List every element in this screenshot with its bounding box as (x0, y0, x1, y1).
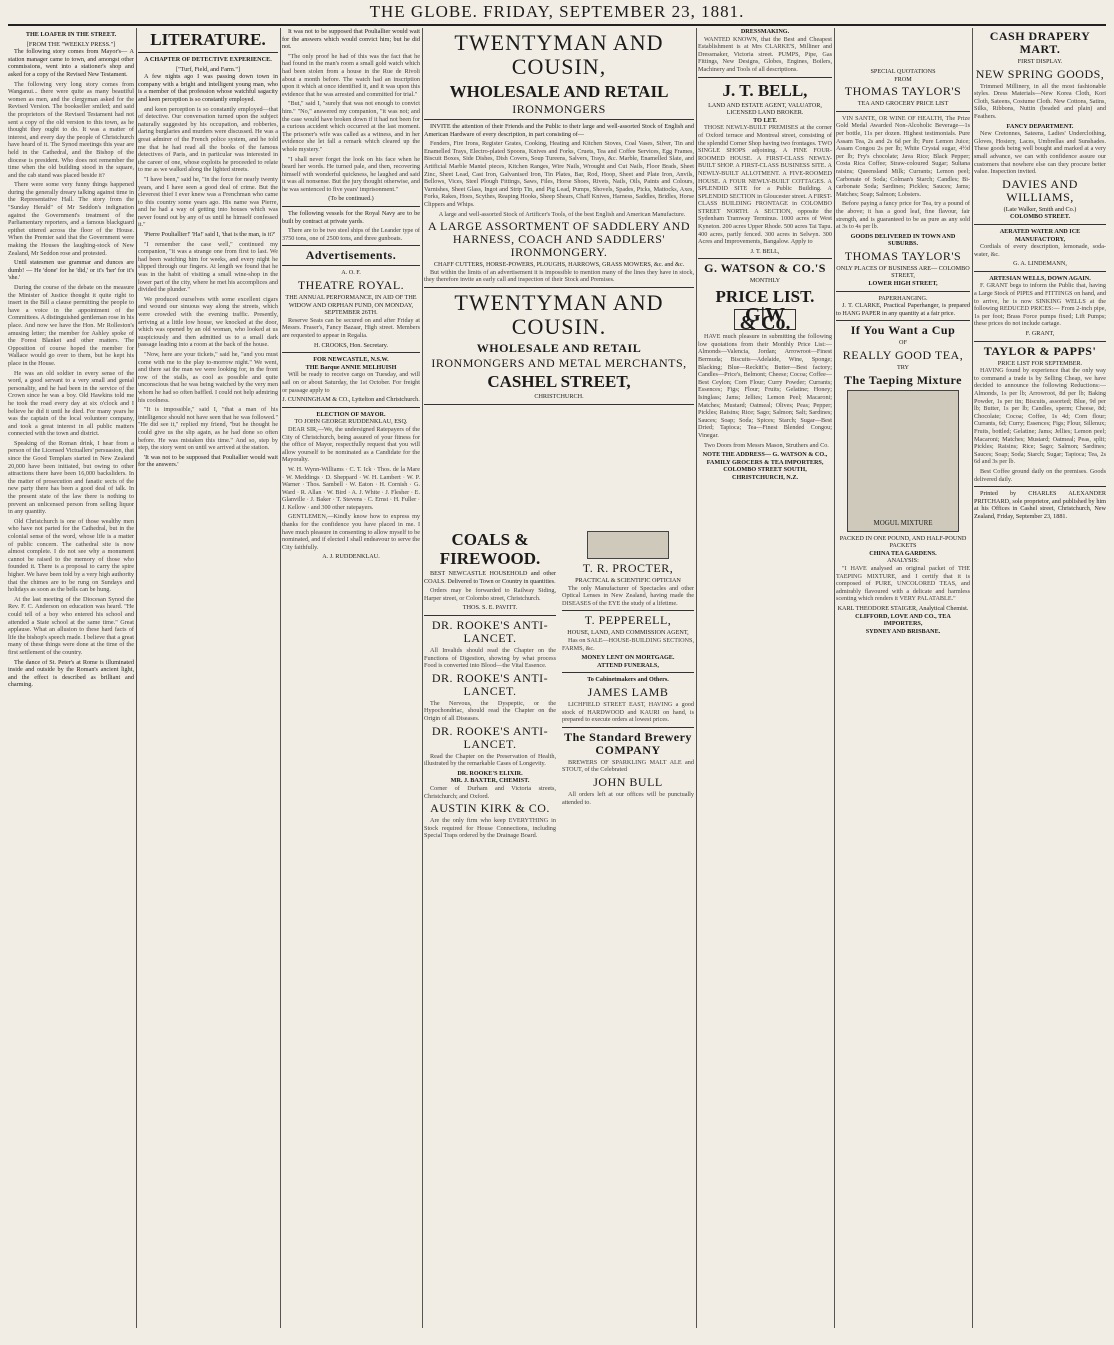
saddlery-notice: A LARGE ASSORTMENT OF SADDLERY AND HARNESS, COACH AND SADDLERS' IRONMONGERY. (428, 219, 690, 260)
delivered: GOODS DELIVERED IN TOWN AND SUBURBS. (850, 232, 956, 248)
ship-header: FOR NEWCASTLE, N.S.W. (313, 356, 389, 364)
firm-name-2: TWENTYMAN AND COUSIN. (454, 289, 664, 339)
story-lead-2: It was not to be supposed that Pouliallier would wait for the answers which would convict him; but he did not. (282, 28, 420, 51)
column-story-and-ads: It was not to be supposed that Pouliallier would wait for the answers which would convict him; but he did not. "The only proof he had of this was the fact that he had found in the man's room a small gold watch which had been stolen from a house in the Rue de Rivoli about a month before. The watch had an inscription upon it which at once identified it, and it was upon this evidence that he was arrested and committed for trial." "But," said I, "surely that was not enough to convict him." "No," answered my companion, "it was not; and the case would have broken down if it had not been for a curious accident which occurred at the last moment. The prisoner's wife was called as a witness, and in her evidence she let fall a remark which cleared up the whole mystery." "I shall never forget the look on his face when he heard her words. He turned pale, and then, recovering himself with wonderful quickness, he laughed and said it was all nonsense. But the jury thought otherwise, and he was sentenced to five years' imprisonment." (To be continued.) The following vessels for the Royal Navy are to be built by contract at private yards. There are to be two steel ships of the Leander type of 3750 tons, one of 2500 tons, and three gunboats. Advertisements. A. O. F. THEATRE ROYAL. THE ANNUAL PERFORMANCE, IN AID OF THE WIDOW AND ORPHAN FUND, ON MONDAY, SEPTEMBER 26TH. Reserve Seats can be secured on and after Friday at Messrs. Fraser's, Fancy Bazaar, High street. Members are requested to appear in Regalia. H. CROOKS, Hon. Secretary. FOR NEWCASTLE, N.S.W. THE Barque ANNIE MELHUISH Will be ready to receive cargo on Tuesday, and will sail on or about Saturday, the 1st October. For freight or passage apply to J. CUNNINGHAM & CO., Lyttelton and Christchurch. ELECTION OF MAYOR. TO JOHN GEORGE RUDDENKLAU, ESQ. DEAR SIR,—We, the undersigned Ratepayers of the City of Christchurch, being assured of your fitness for the office of Mayor, respectfully request that you will allow yourself to be nominated as a Candidate for the Mayoralty. W. H. Wynn-Williams · C. T. Ick · Thos. de la Mare · W. Meddings · D. Sheppard · W. H. Lambert · W. P. Warner · Thos. Sambell · W. Eaton · H. Cornish · G. Ward · R. Allan · W. Bird · A. J. White · J. Flesher · E. Glanville · J. Baker · T. Stevens · C. Ernst · H. Fuller · J. Kellow · and 300 other ratepayers. GENTLEMEN,—Kindly know how to express my thanks for the confidence you have placed in me. I have much pleasure in consenting to allow myself to be nominated, and if elected I shall endeavour to serve the City faithfully. A. J. RUDDENKLAU. (282, 28, 420, 561)
article-footer: The dance of St. Peter's at Rome is illuminated inside and outside by the Roman's ancient light, and the effect is described as brilliant and charming. (8, 658, 134, 689)
packet-label: MOGUL MIXTURE (873, 519, 933, 528)
business-places: ONLY PLACES OF BUSINESS ARE— COLOMBO STREET, (836, 264, 970, 280)
column-rule (280, 28, 281, 1328)
firm-name: TWENTYMAN AND COUSIN, (454, 30, 664, 79)
lamb-name: JAMES LAMB (587, 684, 669, 699)
story-source: ["Turf, Field, and Farm."] (176, 65, 240, 73)
sydney-brisbane: SYDNEY AND BRISBANE. (865, 627, 941, 635)
section-title: LITERATURE. (150, 30, 266, 49)
coals-title: COALS & FIREWOOD. (439, 530, 541, 568)
artesian-wells: ARTESIAN WELLS, DOWN AGAIN. (989, 274, 1091, 282)
election-title: ELECTION OF MAYOR. (316, 410, 386, 418)
article-body: The following very long story comes from Wanganui... there were quite as many beautiful women as men, and the clergyman asked for the Revised Version. The bookseller smiled; and said the proprietors of the Revised Testament had not sent a copy of the old version to this town, as he thought they ought to do. It was a matter of interest, and every day the people of Christchurch have heard of it. The Synod meetings this year are held in the Cathedral, and the Bishop of the diocese is president. Who does not remember the time when the old building stood in the square, and the cab stand was placed beside it? (8, 80, 134, 179)
rooke-elixir: DR. ROOKE'S ELIXIR. (457, 769, 523, 777)
firm-lead: INVITE the attention of their Friends and the Public to their large and well-assorted Stock of English and American Hardware of every description, in part consisting of— (424, 123, 694, 138)
special-quotations: SPECIAL QUOTATIONS (870, 68, 936, 75)
watson-name: G. WATSON & CO.'S (704, 261, 826, 276)
ads-header: Advertisements. (305, 248, 397, 263)
dressmaking-title: DRESSMAKING. (740, 28, 790, 35)
column-taylor: SPECIAL QUOTATIONS FROM THOMAS TAYLOR'S TEA AND GROCERY PRICE LIST VIN SANTE, OR WINE OF HEALTH, The Prize Gold Medal Awarded Non-Alcoholic Beverage—1s per bottle, 11s per dozen. Highest testimonials. Pure Assam Tea, 2s and 2s 6d per lb; Pure Lemon Juice; Assam Congou 2s per lb; White Crystal sugar, 4½d per lb; Fry's chocolate; Java Rice; Black Pepper; Costa Rica Coffee; Straw-coloured Sugar; Sultana raisins; Queensland Milk; Currants; Lemon peel; Carbonate of Soda; Colman's Starch; Candles; Bi-carbonate Soda; Sardines; Pickles; Sauces; Jams; Matches; Soap; Salmon; Lobsters. Before paying a fancy price for Tea, try a pound of the above; it has a good leaf, fine flavour, fair strength, and is guaranteed to be as pure as any sold at 3s to 4s per lb. GOODS DELIVERED IN TOWN AND SUBURBS. THOMAS TAYLOR'S ONLY PLACES OF BUSINESS ARE— COLOMBO STREET, LOWER HIGH STREET, PAPERHANGING. J. T. CLARKE, Practical Paperhanger, is prepared to HANG PAPER in any quantity at a fair price. If You Want a Cup OF REALLY GOOD TEA, TRY The Taeping Mixture MOGUL MIXTURE PACKED IN ONE POUND, AND HALF-POUND PACKETS CHINA TEA GARDENS. ANALYSIS: "I HAVE analysed an original packet of THE TAEPING MIXTURE, and I certify that it is composed of PURE, UNCOLORED TEAS, and admirably flavoured with a delicate and harmless scenting which renders it VERY PALATABLE." KARL THEODORE STAIGER, Analytical Chemist. CLIFFORD, LOVE AND CO., TEA IMPORTERS, SYDNEY AND BRISBANE. (836, 68, 970, 635)
story-lead: A few nights ago I was passing down town in company with a bright and intelligent young man, who is a member of that profession whose watchful sagacity and keen perception is so constantly employed. (138, 73, 278, 103)
story-title: A CHAPTER OF DETECTIVE EXPERIENCE. (144, 56, 272, 63)
spectacles-illustration (587, 531, 669, 559)
pepperell-name: T. PEPPERELL, (584, 613, 672, 628)
staiger: KARL THEODORE STAIGER, Analytical Chemist. (837, 604, 969, 612)
firm-street: CASHEL STREET, (487, 371, 631, 391)
lower-high-street: LOWER HIGH STREET, (868, 280, 938, 288)
packed-notice: PACKED IN ONE POUND, AND HALF-POUND PACKETS (839, 534, 967, 550)
story-quote: 'Pierre Pouliallier!' 'Ha!' said I, 'that is the man, is it?' (144, 231, 276, 239)
firm-city: CHRISTCHURCH. (534, 392, 584, 400)
column-rule (136, 28, 137, 1328)
cup-headline: If You Want a Cup (850, 323, 956, 338)
bull-brand: JOHN BULL (593, 774, 663, 789)
analysis-label: ANALYSIS: (887, 557, 919, 565)
mart-title: CASH DRAPERY MART. (989, 29, 1091, 56)
mixture-name: The Taeping Mixture (844, 372, 962, 387)
davies-williams: DAVIES AND WILLIAMS, (1002, 176, 1078, 204)
firm-trade-3: WHOLESALE AND RETAIL (476, 340, 642, 355)
taylor-sub: TEA AND GROCERY PRICE LIST (857, 100, 949, 108)
column-bell-watson: DRESSMAKING. WANTED KNOWN, that the Best and Cheapest Establishment is at Mrs CLARKE'S, Milliner and Dressmaker, Victoria street. PUMPS, Pipe, Gas Fittings, New Designs, Globes, Engines, Boilers, Machinery and Tools of all descriptions. J. T. BELL, LAND AND ESTATE AGENT, VALUATOR, LICENSED LAND BROKER. TO LET. THOSE NEWLY-BUILT PREMISES at the corner of Oxford terrace and Montreal street, consisting of the splendid Corner Shop having two frontages. TWO SINGLE SHOPS adjoining. A FINE FOUR-ROOMED HOUSE. A FIRST-CLASS NEWLY-BUILT SHOP. A FIRST-CLASS BUSINESS SITE. A NEWLY-BUILT ALLOTMENT. A FIVE-ROOMED HOUSE. A FOUR NEWLY-BUILT COTTAGES. A SPLENDID SITE for a Public Building. A SPLENDID SECTION in Gloucester street. A FIRST-CLASS BUILDING FRONTAGE in COLOMBO STREET NORTH. A SECTION, opposite the Sydenham Tramway Terminus. 1000 acres of West Kyneton. 200 acres Upper Rhode. 500 acres Tai Tapu. 400 acres, partly fenced. 300 acres in Selwyn. 300 Acres and Improvements, Bangalow. Apply to J. T. BELL, G. WATSON & CO.'S MONTHLY PRICE LIST. G|W & Co. HAVE much pleasure in submitting the following low quotations from their Monthly Price List:— Almonds—Valencia, Jordan; Arrowroot—Finest Bermuda; Biscuits—Adelaide, Wine, Sponge; Blacking; Blue—Reckitt's; Butter—Best factory; Candles—Price's, Belmont; Cheese; Cocoa; Coffee—Best Ceylon; Corn Flour; Curry Powder; Currants; Essences; Figs; Flour; Fruits; Gelatine; Honey; Isinglass; Jams; Jellies; Lemon Peel; Macaroni; Matches; Mustard; Oatmeal; Olives; Peas; Pepper; Pickles; Raisins; Rice; Sago; Salmon; Salt; Sardines; Sauces; Soap; Soda; Spices; Starch; Sugar—Best Dried; Tapioca; Tea—Finest Blended Congou; Vinegar. Two Doors from Messrs Mason, Struthers and Co. NOTE THE ADDRESS— G. WATSON & CO., FAMILY GROCERS & TEA IMPORTERS, COLOMBO STREET SOUTH, CHRISTCHURCH, N.Z. (698, 28, 832, 481)
theatre-signature: H. CROOKS, Hon. Secretary. (313, 341, 388, 349)
spring-goods: NEW SPRING GOODS, (975, 66, 1105, 81)
coals-body: BEST NEWCASTLE HOUSEHOLD and other COALS. Delivered to Town or Country in quantities. (424, 570, 556, 585)
firm-trade: WHOLESALE AND RETAIL (449, 82, 669, 101)
bell-signature: J. T. BELL, (750, 247, 780, 255)
ads-right-subcolumn: T. R. PROCTER, PRACTICAL & SCIENTIFIC OPTICIAN The only Manufacturer of Spectacles and other Optical Lenses in New Zealand, having made the DISEASES of the EYE the study of a lifetime. T. PEPPERELL, HOUSE, LAND, AND COMMISSION AGENT, Has on SALE—HOUSE-BUILDING SECTIONS, FARMS, &c. MONEY LENT ON MORTGAGE. ATTEND FUNERALS, To Cabinetmakers and Others. JAMES LAMB LICHFIELD STREET EAST, HAVING a good stock of HARDWOOD and KAURI on hand, is prepared to execute orders at lowest prices. The Standard Brewery COMPANY BREWERS OF SPARKLING MALT ALE and STOUT, of the Celebrated JOHN BULL All orders left at our offices will be punctually attended to. (562, 528, 694, 808)
navy-notice: The following vessels for the Royal Navy are to be built by contract at private yards. (282, 210, 420, 225)
rooke-title-3: DR. ROOKE'S ANTI-LANCET. (431, 723, 549, 751)
clarke-notice: J. T. CLARKE, Practical Paperhanger, is prepared to HANG PAPER in any quantity at a fair price. (836, 302, 970, 317)
tea-headline: REALLY GOOD TEA, (842, 348, 964, 363)
bell-sub: LAND AND ESTATE AGENT, VALUATOR, LICENSED LAND BROKER. (708, 101, 822, 117)
pepperell-sub: HOUSE, LAND, AND COMMISSION AGENT, (567, 629, 689, 637)
election-signature: A. J. RUDDENKLAU. (322, 553, 380, 561)
coals-signature: THOS. S. E. PAVITT. (462, 604, 518, 612)
paperhanging-title: PAPERHANGING. (878, 294, 928, 302)
story-end: 'It was not to be supposed that Pouliallier would wait for the answers.' (138, 453, 278, 469)
taylor-name-2: THOMAS TAYLOR'S (844, 248, 962, 263)
cabinet-title: To Cabinetmakers and Others. (587, 676, 669, 684)
clifford-love: CLIFFORD, LOVE AND CO., TEA IMPORTERS, (855, 612, 951, 628)
china-gardens: CHINA TEA GARDENS. (869, 549, 937, 557)
rooke-title: DR. ROOKE'S ANTI-LANCET. (431, 617, 549, 645)
firm-trade-2: IRONMONGERS (512, 102, 606, 116)
article-verse: Until statesmen use grammar and dunces are dumb! — He 'done' for he 'did,' or it's 'her' for it's 'she.' (8, 259, 134, 282)
watson-address: NOTE THE ADDRESS— G. WATSON & CO., FAMILY GROCERS & TEA IMPORTERS, COLOMBO STREET SOUTH, CHRISTCHURCH, N.Z. (702, 451, 828, 481)
column-literature: LITERATURE. A CHAPTER OF DETECTIVE EXPERIENCE. ["Turf, Field, and Farm."] A few nights ago I was passing down town in company with a bright and intelligent young man, who is a member of that profession whose watchful sagacity and keen perception is so constantly employed. and keen perception is so constantly employed—that of detective. Our conversation turned upon the subject naturally suggested by his occupation, and robberies, daring burglaries and murders were discussed. He was a great admirer of the French police system, and he told me that he had read all the books of the famous detectives of Paris, and in particular was interested in the career of one, whose exploits he proceeded to relate to me as we walked along the lighted streets. "I have been," said he, "in the force for nearly twenty years, and I have seen a good deal of crime. But the cleverest thief I ever knew was a Frenchman who came to this country some years ago. His name was Pierre, and he had a way of getting into houses which was never found out by any of us until he himself confessed it." 'Pierre Pouliallier!' 'Ha!' said I, 'that is the man, is it?' "I remember the case well," continued my companion, "it was a strange one from first to last. We had been watching him for weeks, and every night he slipped through our fingers. At length we found that he was in the habit of visiting a small wine-shop in the lower part of the city, where he met his accomplices and divided the plunder." We produced ourselves with some excellent cigars and wound our sinuous way along the streets, which were crowded with the evening traffic. Presently, arriving at a little low house, we knocked at the door, which was opened by an old woman, who looked at us suspiciously and then admitted us to a small dark passage leading into a room at the back of the house. "Now, here are your tickets," said he, "and you must come with me to the play to-morrow night." We went, and there sat the man we were looking for, in the front row of the stalls, as cool as possible and quite unconscious that he was being watched by the very men whom he had so often baffled. I could not help admiring his coolness. "It is impossible," said I, "that a man of his intelligence should not have seen that he was followed." "He did see it," replied my friend, "but he thought he could give us the slip again, as he had done so often before. He was mistaken this time." And so, step by step, the story went on until we arrived at the station. 'It was not to be supposed that Pouliallier would wait for the answers.' (138, 30, 278, 469)
imprint: Printed by CHARLES ALEXANDER PRITCHARD, sole proprietor, and published by him at his Offices in Cashel street, Christchurch, New Zealand, Friday, September 23, 1881. (974, 490, 1106, 520)
rooke-title-2: DR. ROOKE'S ANTI-LANCET. (431, 670, 549, 698)
from-label: FROM (894, 75, 912, 83)
firm-trade-4: IRONMONGERS AND METAL MERCHANTS, (431, 355, 687, 370)
lindemann: G. A. LINDEMANN, (1013, 260, 1067, 268)
austin-kirk: AUSTIN KIRK & CO. (430, 801, 550, 816)
column-rule (834, 28, 835, 1328)
masthead: THE GLOBE. FRIDAY, SEPTEMBER 23, 1881. (8, 2, 1106, 26)
theatre-details: THE ANNUAL PERFORMANCE, IN AID OF THE WIDOW AND ORPHAN FUND, ON MONDAY, SEPTEMBER 26TH. (285, 294, 417, 317)
article-intro: The following story comes from Mayor's— A station manager came to town, and amongst other commissions, went into a stationer's shop and asked for a copy of the Revised New Testament. (8, 48, 134, 78)
election-addressee: TO JOHN GEORGE RUDDENKLAU, ESQ. (294, 418, 408, 426)
column-rule (422, 28, 423, 1328)
aerated-water: AERATED WATER AND ICE MANUFACTORY, (999, 227, 1081, 243)
column-loafer: THE LOAFER IN THE STREET. [FROM THE "WEEKLY PRESS."] The following story comes from Mayor's— A station manager came to town, and amongst other commissions, went into a stationer's shop and asked for a copy of the Revised New Testament. The following very long story comes from Wanganui... there were quite as many beautiful women as men, and the clergyman asked for the Revised Version. The bookseller smiled; and said the proprietors of the Revised Testament had not sent a copy of the old version to this town, as he thought they ought to do. It was a matter of interest, and every day the people of Christchurch have heard of it. The Synod meetings this year are held in the Cathedral, and the Bishop of the diocese is president. Who does not remember the time when the old building stood in the square, and the cab stand was placed beside it? There were some very funny things happened during the generally dreary talking against time in the Representative Hall. The story from the "Sunday Herald" of Mr Seddon's indignation against the Government's treatment of the Parliamentary reporters, and a famous blackguard epithet uttered across the floor of the House. When the Premier said that the Government were making the Houses the laughing-stock of New Zealand, Mr Seddon rose and protested. Until statesmen use grammar and dunces are dumb! — He 'done' for he 'did,' or it's 'her' for it's 'she.' During the course of the debate on the measure the Minister of Justice thought it quite right to insert in the Bill a clause permitting the people to have a voice in the appointment of the Committees. A distinguished gentleman rose in his place. And now we have the Hon. Mr Rolleston's amusing letter; the member for Ashley spoke of the Forest Blanket and other matters. The Opposition of course hoped the member for Wallace would go over to them, but he kept his place in the House. He was an old soldier in every sense of the word, a good servant to a very small and genial personality, and he had been in the service of the Crown since he was a boy. Old Hawkins told me he took the road every day at six o'clock and I believe he did it until he died. For many years he was the captain of the local volunteer company, and took a great interest in all public matters connected with the town and district. Speaking of the Roman drink, I hear from a person of the Licensed Victuallers' persuasion, that since the Good Templars started in New Zealand 20,000 have been initiated, but owing to other attractions there have been 16,000 backsliders. In the matter of prosecution and fanatic sects of the new party there has been a good deal of talk. In the present state of the law there is nothing to prevent an unlicensed person from selling liquor in any quantity. Old Christchurch is one of those wealthy men who have not parted for the Cathedral, but in the colonial sense of the word, whose life is a matter of public concern. The cathedral site is now almost complete. I do not see why a monument cannot be raised to the memory of those who founded it. There is a proposal to carry the spire higher. We have been told by a very high authority that the chimes are to be rung on Sundays and holidays as soon as the bells can be hung. At the last meeting of the Diocesan Synod the Rev. F. C. Anderson on education was heard. "He could tell of a boy who entered his school and attended a State school at the same time." Great applause. What an allusion to these hard facts of life the bishop's speech made. I believe that a great many of these things were done at the time of the first settlement of the country. The dance of St. Peter's at Rome is illuminated inside and outside by the Roman's ancient light, and the effect is described as brilliant and charming. (8, 31, 134, 689)
ship-name: THE Barque ANNIE MELHUISH (305, 363, 397, 371)
price-list: PRICE LIST FOR SEPTEMBER. (997, 359, 1083, 367)
to-let: TO LET. (753, 116, 777, 124)
funerals: ATTEND FUNERALS, (597, 661, 659, 669)
brewery-name: The Standard Brewery COMPANY (564, 729, 692, 757)
column-drapery: CASH DRAPERY MART. FIRST DISPLAY. NEW SPRING GOODS, Trimmed Millinery, in all the most fashionable styles. Dress Materials—New Korea Cloth, Kori Cloth, Sateens, Costume Cloth. New Cottons, Satins, Silks, Ribbons, Nuttin (beaded and plain) and Feathers. FANCY DEPARTMENT. New Cretonnes, Sateens, Ladies' Underclothing, Gloves, Hosiery, Laces, Umbrellas and Sunshades. These goods being well bought and marked at a very small advance, we can with confidence assure our customers that nowhere else can they procure better value. Inspection invited. DAVIES AND WILLIAMS, (Late Walker, Smith and Co.) COLOMBO STREET. AERATED WATER AND ICE MANUFACTORY, Cordials of every description, lemonade, soda-water, &c. G. A. LINDEMANN, ARTESIAN WELLS, DOWN AGAIN. F. GRANT begs to inform the Public that, having a Large Stock of PIPES and FITTINGS on hand, and to arrive, he is now SINKING WELLS at the following REDUCED PRICES:— From 2-inch pipe, 1s per foot; Brass Force pumps fixed; Lift Pumps; these prices do not include cartage. F. GRANT, TAYLOR & PAPPS' PRICE LIST FOR SEPTEMBER. HAVING found by experience that the only way to command a trade is by Selling Cheap, we have decided to announce the following Reductions:— Almonds, 1s per lb; Arrowroot, 8d per lb; Baking Powder, 1s per tin; Biscuits, assorted; Blue, 9d per lb; Butter, 1s per lb; Candles, sperm; Cheese, 8d; Chocolate; Cocoa; Coffee, 1s 4d; Corn flour; Currants, 6d; Curry; Essences; Figs; Flour, Sillenux; Fruits, bottled; Gelatine; Jams; Jellies; Lemon peel; Macaroni; Matches; Mustard; Oatmeal; Peas, split; Pickles; Raisins; Rice; Sago; Salmon; Sardines; Sauces; Soap; Soda; Starch; Sugar; Tapioca; Tea, 2s 6d and 3s per lb. Best Coffee ground daily on the premises. Goods delivered daily. Printed by CHARLES ALEXANDER PRITCHARD, sole proprietor, and published by him at his Offices in Cashel street, Christchurch, New Zealand, Friday, September 23, 1881. (974, 29, 1106, 520)
grant-signature: F. GRANT, (1025, 330, 1055, 338)
colombo-street: COLOMBO STREET. (1009, 213, 1071, 221)
ship-agent: J. CUNNINGHAM & CO., Lyttelton and Christchurch. (282, 396, 420, 404)
bell-name: J. T. BELL, (722, 80, 808, 100)
story-continued: (To be continued.) (328, 195, 374, 203)
article-title: THE LOAFER IN THE STREET. (25, 31, 117, 38)
watson-sub: MONTHLY (749, 277, 781, 285)
of-label: OF (899, 339, 907, 347)
tea-packet-illustration (847, 390, 959, 532)
article-source: [FROM THE "WEEKLY PRESS."] (26, 40, 116, 48)
baxter: MR. J. BAXTER, CHEMIST. (450, 777, 530, 785)
column-ironmongers: TWENTYMAN AND COUSIN, WHOLESALE AND RETAIL IRONMONGERS INVITE the attention of their Friends and the Public to their large and well-assorted Stock of English and American Hardware of every description, in part consisting of— Fenders, Fire Irons, Register Grates, Cooking, Heating and Kitchen Stoves, Coal Vases, Silver, Tin and Enamelled Trays, Electro-plated Spoons, Knives and Forks, Cruets, Tea and Coffee Services, Egg Frames, Biscuit Boxes, Side Dishes, Dish Covers, Soup Tureens, Salvers, Trays, &c. Marble, Enamelled Slate, and Artificial Marble Mantel pieces, Kitchen Ranges, Wire Nails, Wrought and Cut Nails, Floor Brads, Sheet Zinc, Sheet Lead, Cast Iron, Galvanised Iron, Tin Plates, Bar, Rod, Hoop, Sheet and Plate Iron, Anvils, Bellows, Vices, Steel Plough Fittings, Saws, Files, Horse Shoes, Rivets, Nails, Oils, Paints and Colours, Varnishes, Sheet Glass, Ingot and Strip Tin, and Pig Lead, Pumps, Shovels, Spades, Picks, Mattocks, Axes, Forks, Rakes, Hoes, Scythes, Reaping Hooks, Sheep Shears, Chaff Knives, Harness, Saddles, Bridles, Horse Clippers and Whips. A large and well-assorted Stock of Artificer's Tools, of the best English and American Manufacture. A LARGE ASSORTMENT OF SADDLERY AND HARNESS, COACH AND SADDLERS' IRONMONGERY. CHAFF CUTTERS, HORSE-POWERS, PLOUGHS, HARROWS, GRASS MOWERS, &c. and &c. But within the limits of an advertisement it is impossible to mention many of the lines they have in stock, they therefore invite an early call and inspection of their Stock and Premises. TWENTYMAN AND COUSIN. WHOLESALE AND RETAIL IRONMONGERS AND METAL MERCHANTS, CASHEL STREET, CHRISTCHURCH. COALS & FIREWOOD. BEST NEWCASTLE HOUSEHOLD and other COALS. Delivered to Town or Country in quantities. Orders may be forwarded to Railway Siding, Harper street, or Colombo street, Christchurch. THOS. S. E. PAVITT. DR. ROOKE'S ANTI-LANCET. All Invalids should read the Chapter on the Functions of Digestion, showing by what process Food is converted into Blood—the Vital Essence. DR. ROOKE'S ANTI-LANCET. The Nervous, the Dyspeptic, or the Hypochondriac, should read the Chapter on the Origin of all Diseases. DR. ROOKE'S ANTI-LANCET. Read the Chapter on the Preservation of Health, illustrated by the remarkable Cases of Longevity. DR. ROOKE'S ELIXIR. MR. J. BAXTER, CHEMIST. Corner of Durham and Victoria streets, Christchurch; and Oxford. AUSTIN KIRK & CO. Are the only firm who keep EVERYTHING in Stock required for House Connections, including Special Traps ordered by the Drainage Board. T. R. PROCTER, PRACTICAL & SCIENTIFIC OPTICIAN The only Manufacturer of Spectacles and other Optical Lenses in New Zealand, having made the DISEASES of the EYE the study of a lifetime. T. PEPPERELL, HOUSE, LAND, AND COMMISSION AGENT, Has on SALE—HOUSE-BUILDING SECTIONS, FARMS, &c. MONEY LENT ON MORTGAGE. ATTEND FUNERALS, To Cabinetmakers and Others. JAMES LAMB LICHFIELD STREET EAST, HAVING a good stock of HARDWOOD and KAURI on hand, is prepared to execute orders at lowest prices. The Standard Brewery COMPANY BREWERS OF SPARKLING MALT ALE and STOUT, of the Celebrated JOHN BULL All orders left at our offices will be punctually attended to. (424, 28, 694, 1328)
ads-left-subcolumn: COALS & FIREWOOD. BEST NEWCASTLE HOUSEHOLD and other COALS. Delivered to Town or Country in quantities. Orders may be forwarded to Railway Siding, Harper street, or Colombo street, Christchurch. THOS. S. E. PAVITT. DR. ROOKE'S ANTI-LANCET. All Invalids should read the Chapter on the Functions of Digestion, showing by what process Food is converted into Blood—the Vital Essence. DR. ROOKE'S ANTI-LANCET. The Nervous, the Dyspeptic, or the Hypochondriac, should read the Chapter on the Origin of all Diseases. DR. ROOKE'S ANTI-LANCET. Read the Chapter on the Preservation of Health, illustrated by the remarkable Cases of Longevity. DR. ROOKE'S ELIXIR. MR. J. BAXTER, CHEMIST. Corner of Durham and Victoria streets, Christchurch; and Oxford. AUSTIN KIRK & CO. Are the only firm who keep EVERYTHING in Stock required for House Connections, including Special Traps ordered by the Drainage Board. (424, 530, 556, 840)
davies-sub: (Late Walker, Smith and Co.) (1003, 205, 1077, 213)
implements: CHAFF CUTTERS, HORSE-POWERS, PLOUGHS, HARROWS, GRASS MOWERS, &c. and &c. (433, 261, 685, 269)
optician-name: T. R. PROCTER, (582, 561, 674, 575)
watson-list: PRICE LIST. (715, 287, 815, 307)
column-rule (972, 28, 973, 1328)
theatre-title: THEATRE ROYAL. (297, 278, 405, 293)
theatre-org: A. O. F. (341, 269, 361, 277)
first-display: FIRST DISPLAY. (1017, 58, 1063, 65)
fancy-department: FANCY DEPARTMENT. (1006, 122, 1074, 130)
optician-sub: PRACTICAL & SCIENTIFIC OPTICIAN (575, 577, 681, 584)
taylor-name: THOMAS TAYLOR'S (844, 84, 962, 99)
watson-logo: G|W & Co. (734, 309, 796, 330)
money-notice: MONEY LENT ON MORTGAGE. (581, 654, 675, 662)
taylor-papps: TAYLOR & PAPPS' (983, 343, 1097, 358)
column-rule (696, 28, 697, 1328)
try-label: TRY (896, 364, 910, 372)
